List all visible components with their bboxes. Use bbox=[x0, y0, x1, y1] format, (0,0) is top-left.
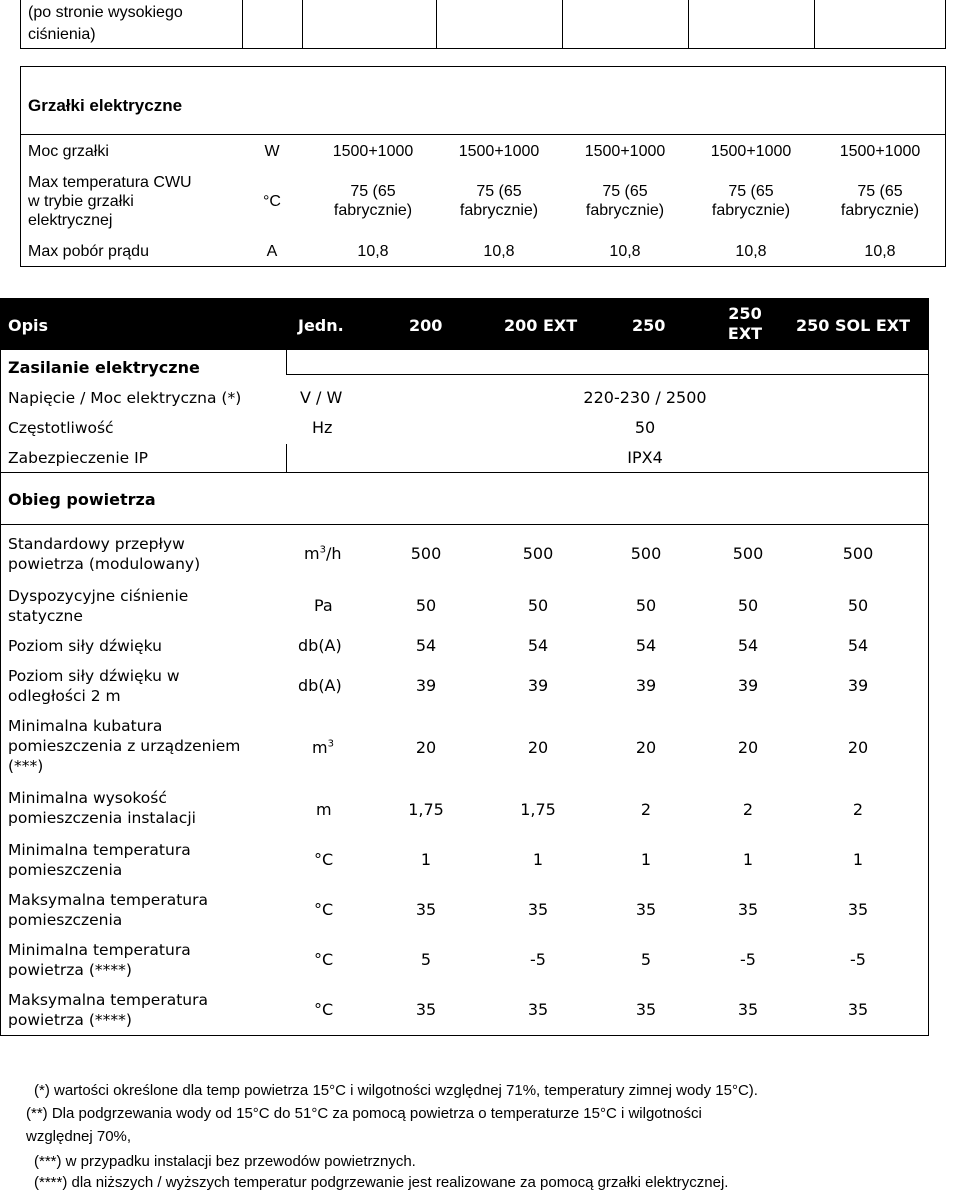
row-unit: A bbox=[266, 242, 278, 260]
spec-table-header bbox=[0, 298, 929, 350]
header-model: 200 bbox=[409, 316, 443, 335]
cell-value: 35 bbox=[635, 900, 657, 919]
cell-value: 1500+1000 bbox=[584, 142, 666, 160]
cell-value: 2 bbox=[852, 800, 864, 819]
header-jedn: Jedn. bbox=[298, 316, 344, 335]
continuation-label: (po stronie wysokiego ciśnienia) bbox=[28, 4, 183, 43]
header-opis: Opis bbox=[8, 316, 49, 335]
cell-value: 54 bbox=[635, 636, 657, 655]
cell-value: 54 bbox=[527, 636, 549, 655]
row-unit: db(A) bbox=[298, 676, 342, 695]
heater-table bbox=[20, 0, 946, 266]
row-unit: °C bbox=[314, 950, 334, 969]
cell-value: 2 bbox=[742, 800, 754, 819]
cell-value: 20 bbox=[415, 738, 437, 757]
row-label: Max pobór prądu bbox=[28, 242, 149, 260]
row-unit: °C bbox=[314, 1000, 334, 1019]
header-model: 250 EXT bbox=[727, 304, 763, 343]
heater-section-title: Grzałki elektryczne bbox=[28, 96, 183, 115]
row-unit: °C bbox=[314, 850, 334, 869]
header-model: 200 EXT bbox=[504, 316, 578, 335]
cell-value: 10,8 bbox=[357, 242, 389, 260]
cell-value: 1 bbox=[742, 850, 754, 869]
cell-value: 50 bbox=[847, 596, 869, 615]
cell-value: 1 bbox=[640, 850, 652, 869]
footnote-1: (*) wartości określone dla temp powietrza 15°C i wilgotności względnej 71%, temperatury zimnej wody 15°C). bbox=[34, 1082, 758, 1099]
row-label: Max temperatura CWU w trybie grzałki elektrycznej bbox=[28, 173, 192, 229]
table-row bbox=[20, 168, 946, 234]
cell-value: 35 bbox=[415, 900, 437, 919]
cell-value: 20 bbox=[527, 738, 549, 757]
row-label: Maksymalna temperatura pomieszczenia bbox=[8, 891, 208, 929]
cell-value: 500 bbox=[522, 544, 554, 563]
row-label: Częstotliwość bbox=[8, 419, 114, 437]
row-label: Moc grzałki bbox=[28, 142, 109, 160]
row-unit: Pa bbox=[314, 596, 333, 615]
cell-value: 50 bbox=[635, 596, 657, 615]
row-label: Dyspozycyjne ciśnienie statyczne bbox=[8, 587, 189, 625]
row-label: Minimalna wysokość pomieszczenia instalacji bbox=[8, 789, 196, 827]
cell-value: 1,75 bbox=[408, 800, 444, 819]
cell-value: 39 bbox=[635, 676, 657, 695]
cell-value: 1,75 bbox=[520, 800, 556, 819]
cell-value: 39 bbox=[737, 676, 759, 695]
cell-value: 1 bbox=[532, 850, 544, 869]
header-model: 250 SOL EXT bbox=[796, 316, 911, 335]
cell-value: 35 bbox=[635, 1000, 657, 1019]
cell-value: 500 bbox=[732, 544, 764, 563]
row-label: Napięcie / Moc elektryczna (*) bbox=[8, 389, 242, 407]
row-label: Poziom siły dźwięku bbox=[8, 637, 162, 655]
footnote-2-cont: względnej 70%, bbox=[26, 1128, 132, 1145]
row-unit: °C bbox=[314, 900, 334, 919]
cell-value: 10,8 bbox=[609, 242, 641, 260]
cell-value: 54 bbox=[737, 636, 759, 655]
cell-value: 10,8 bbox=[735, 242, 767, 260]
cell-value: 35 bbox=[737, 1000, 759, 1019]
section-title-air: Obieg powietrza bbox=[8, 490, 156, 509]
cell-value: 500 bbox=[842, 544, 874, 563]
cell-value: -5 bbox=[530, 950, 546, 969]
cell-value: 20 bbox=[635, 738, 657, 757]
cell-value: 50 bbox=[527, 596, 549, 615]
cell-value: 75 (65 fabrycznie) bbox=[459, 183, 539, 219]
cell-value: 35 bbox=[415, 1000, 437, 1019]
cell-value: 35 bbox=[847, 1000, 869, 1019]
cell-value: 1500+1000 bbox=[332, 142, 414, 160]
row-unit: °C bbox=[263, 192, 281, 210]
footnote-2: (**) Dla podgrzewania wody od 15°C do 51°C za pomocą powietrza o temperaturze 15°C i wilgotności bbox=[26, 1105, 702, 1122]
cell-value: 39 bbox=[847, 676, 869, 695]
row-value: 220-230 / 2500 bbox=[583, 388, 707, 407]
table-row bbox=[20, 236, 946, 266]
row-label: Maksymalna temperatura powietrza (****) bbox=[8, 991, 208, 1029]
row-unit: W bbox=[264, 142, 280, 160]
cell-value: 54 bbox=[847, 636, 869, 655]
row-unit: Hz bbox=[312, 418, 333, 437]
cell-value: 54 bbox=[415, 636, 437, 655]
cell-value: 1500+1000 bbox=[710, 142, 792, 160]
cell-value: 10,8 bbox=[483, 242, 515, 260]
row-value: 50 bbox=[634, 418, 656, 437]
cell-value: 1 bbox=[420, 850, 432, 869]
row-label: Minimalna temperatura pomieszczenia bbox=[8, 841, 191, 879]
cell-value: 50 bbox=[415, 596, 437, 615]
cell-value: -5 bbox=[850, 950, 866, 969]
row-unit: db(A) bbox=[298, 636, 342, 655]
cell-value: 35 bbox=[527, 1000, 549, 1019]
cell-value: 75 (65 fabrycznie) bbox=[840, 183, 920, 219]
footnote-4: (****) dla niższych / wyższych temperatur podgrzewanie jest realizowane za pomocą grzałki elektrycznej. bbox=[34, 1174, 729, 1191]
cell-value: 10,8 bbox=[864, 242, 896, 260]
footnote-3: (***) w przypadku instalacji bez przewodów powietrznych. bbox=[34, 1153, 416, 1170]
row-unit: V / W bbox=[300, 388, 343, 407]
header-model: 250 bbox=[632, 316, 666, 335]
row-unit: $m^3$ bbox=[312, 738, 334, 757]
row-unit: m bbox=[316, 800, 332, 819]
cell-value: 5 bbox=[420, 950, 432, 969]
cell-value: 500 bbox=[630, 544, 662, 563]
cell-value: 20 bbox=[737, 738, 759, 757]
cell-value: 1 bbox=[852, 850, 864, 869]
row-label: Standardowy przepływ powietrza (modulowany) bbox=[8, 535, 201, 573]
row-label: Minimalna kubatura pomieszczenia z urządzeniem (***) bbox=[8, 717, 241, 775]
cell-value: 1500+1000 bbox=[839, 142, 921, 160]
cell-value: 500 bbox=[410, 544, 442, 563]
cell-value: 35 bbox=[847, 900, 869, 919]
cell-value: 39 bbox=[527, 676, 549, 695]
spec-table bbox=[0, 298, 960, 1036]
cell-value: 50 bbox=[737, 596, 759, 615]
row-label: Poziom siły dźwięku w odległości 2 m bbox=[8, 667, 180, 705]
cell-value: 75 (65 fabrycznie) bbox=[711, 183, 791, 219]
cell-value: 1500+1000 bbox=[458, 142, 540, 160]
cell-value: 5 bbox=[640, 950, 652, 969]
cell-value: 39 bbox=[415, 676, 437, 695]
cell-value: 35 bbox=[527, 900, 549, 919]
cell-value: -5 bbox=[740, 950, 756, 969]
section-title-power: Zasilanie elektryczne bbox=[8, 358, 200, 377]
table-row bbox=[20, 136, 946, 166]
cell-value: 20 bbox=[847, 738, 869, 757]
cell-value: 35 bbox=[737, 900, 759, 919]
row-unit: $m^3/h$ bbox=[304, 544, 342, 563]
cell-value: 75 (65 fabrycznie) bbox=[585, 183, 665, 219]
row-label: Minimalna temperatura powietrza (****) bbox=[8, 941, 191, 979]
cell-value: 2 bbox=[640, 800, 652, 819]
row-value: IPX4 bbox=[627, 448, 663, 467]
cell-value: 75 (65 fabrycznie) bbox=[333, 183, 413, 219]
row-label: Zabezpieczenie IP bbox=[8, 449, 149, 467]
